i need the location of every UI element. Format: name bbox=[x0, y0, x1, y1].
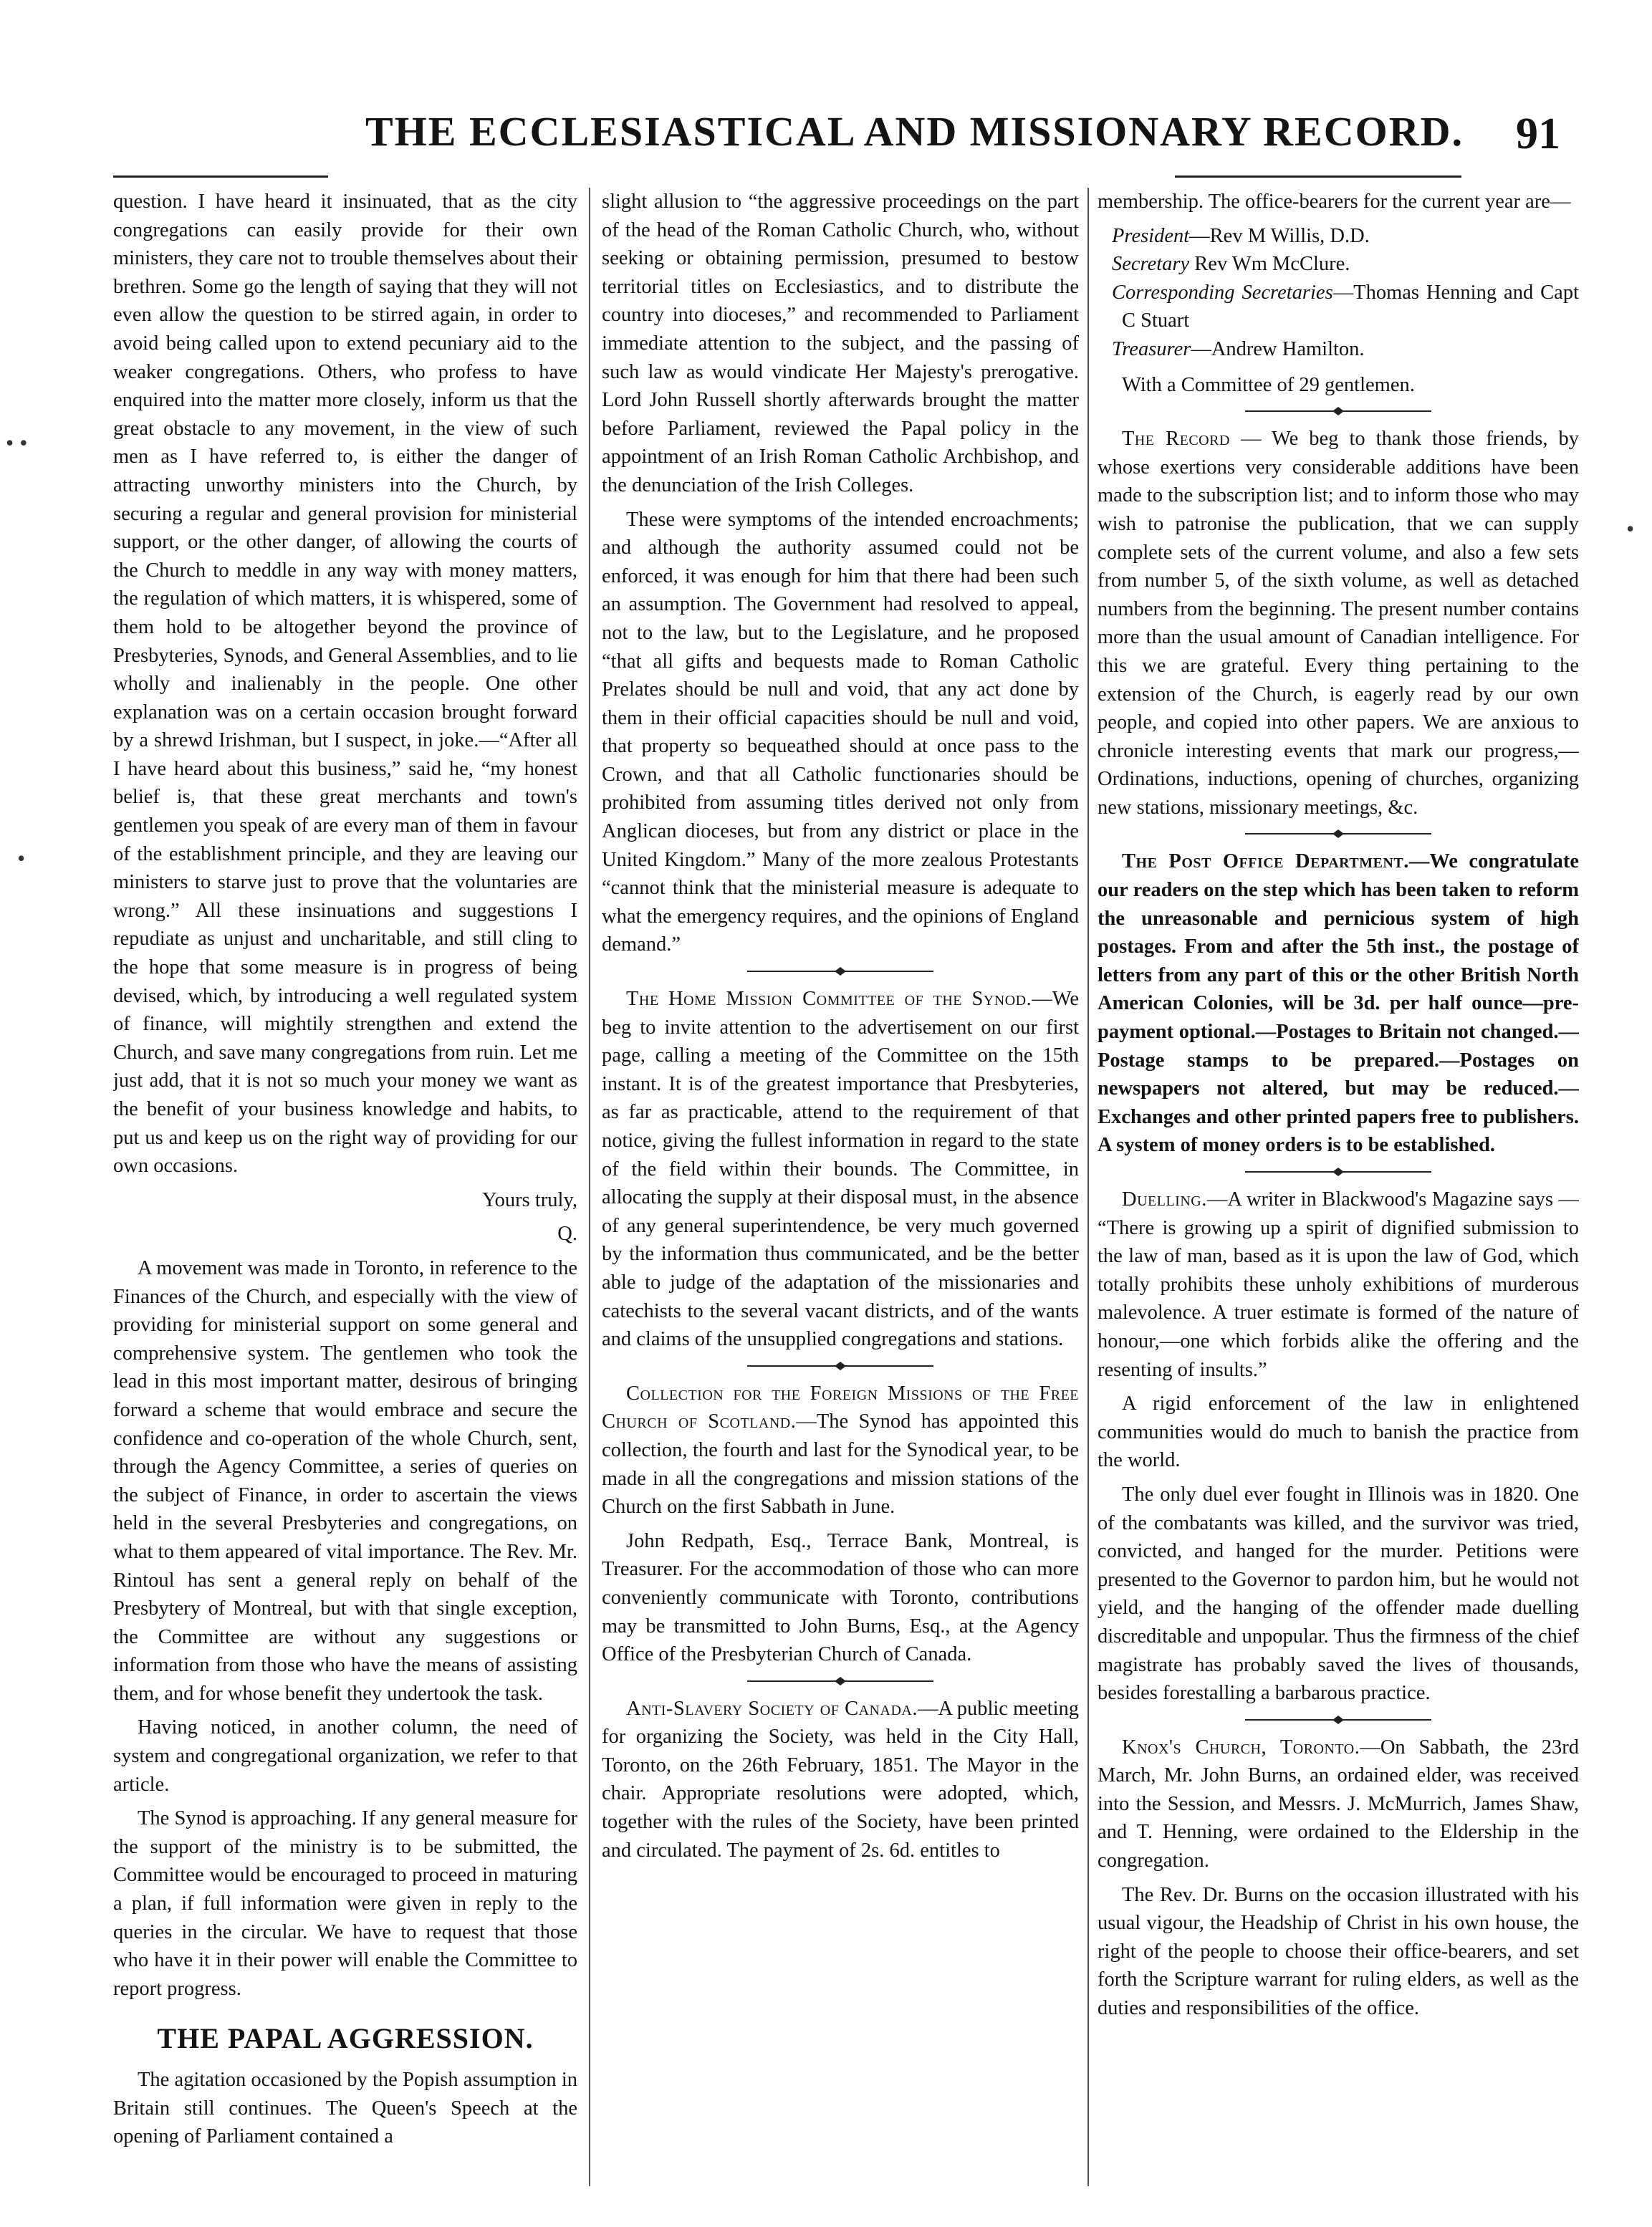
page-number: 91 bbox=[1516, 110, 1560, 158]
office-role: President bbox=[1112, 224, 1190, 247]
office-bearer-item bbox=[1098, 222, 1579, 251]
office-role: Corresponding Secretaries bbox=[1112, 281, 1333, 304]
article-paragraph bbox=[1098, 847, 1579, 1160]
section-divider-ornament bbox=[747, 966, 933, 976]
office-bearer-item bbox=[1098, 250, 1579, 279]
office-role: Secretary bbox=[1112, 253, 1190, 276]
article-paragraph bbox=[602, 985, 1079, 1354]
column-rule bbox=[1087, 188, 1089, 2186]
section-divider-ornament bbox=[1245, 829, 1431, 839]
article-paragraph: These were symptoms of the intended encroachments; and although the authority assumed could not be enforced, it was enough for him that there had been such an assumption. The Government had resolved to appeal, not to the law, but to the Legislature, and he proposed “that all gifts and bequests made to Roman Catholic Prelates should be null and void, that any act done by them in their official capacities should be null and void, that property so bequeathed should at once pass to the Crown, and that all Catholic functionaries should be prohibited from assuming titles derived not only from Anglican dioceses, but from any district or place in the United Kingdom.” Many of the more zealous Protestants “cannot think that the ministerial measure is adequate to what the emergency requires, and the opinions of England demand.” bbox=[602, 508, 1079, 956]
paragraph-body: — We beg to thank those friends, by whose exertions very considerable additions have been made to the subscription list; and to inform those who may wish to patronise the publication, that we can supply complete sets of the current volume, and also a few sets from number 5, of the sixth volume, as well as detached numbers from the beginning. The present number contains more than the usual amount of Canadian intelligence. For this we are grateful. Every thing pertaining to the extension of the Church, is eagerly read by our own people, and copied into other papers. We are anxious to chronicle interesting events that mark our progress,—Ordinations, inductions, opening of churches, organizing new stations, missionary meetings, &c. bbox=[1098, 428, 1579, 819]
article-paragraph bbox=[602, 1695, 1079, 1865]
section-divider-ornament bbox=[747, 1361, 933, 1371]
column-1 bbox=[113, 188, 577, 2186]
office-name: Rev Wm McClure. bbox=[1189, 253, 1350, 276]
article-paragraph: The only duel ever fought in Illinois was in 1820. One of the combatants was killed, and the survivor was tried, convicted, and hanged for the murder. Petitions were presented to the Governor to pardon him, but he would not yield, and the hanging of the offender made duelling discreditable and unpopular. Thus the firmness of the chief magistrate has probably saved the lives of thousands, besides forestalling a barbarous practice. bbox=[1098, 1483, 1579, 1705]
article-paragraph: John Redpath, Esq., Terrace Bank, Montreal, is Treasurer. For the accommodation of those who can more conveniently communicate with Toronto, contributions may be transmitted to John Burns, Esq., at the Agency Office of the Presbyterian Church of Canada. bbox=[602, 1529, 1079, 1666]
article-paragraph: The Rev. Dr. Burns on the occasion illustrated with his usual vigour, the Headship of Christ in his own house, the right of the people to choose their office-bearers, and set forth the Scripture warrant for ruling elders, as well as the duties and responsibilities of the office. bbox=[1098, 1883, 1579, 2020]
office-name: —Andrew Hamilton. bbox=[1191, 337, 1365, 360]
paragraph-body: —A public meeting for organizing the Society, was held in the City Hall, Toronto, on the 26th February, 1851. The Mayor in the chair. Appropriate resolutions were adopted, which, together with the rules of the Society, have been printed and circulated. The payment of 2s. 6d. entitles to bbox=[602, 1697, 1079, 1862]
article-paragraph bbox=[602, 1380, 1079, 1521]
paragraph-body: —The Synod has appointed this collection, the fourth and last for the Synodical year, to be made in all the congregations and mission stations of the Church on the first Sabbath in June. bbox=[602, 1410, 1079, 1519]
article-paragraph bbox=[1098, 1185, 1579, 1384]
office-role: Treasurer bbox=[1112, 337, 1191, 360]
article-paragraph: With a Committee of 29 gentlemen. bbox=[1122, 373, 1415, 396]
letter-signature: Q. bbox=[557, 1223, 577, 1246]
article-paragraph: slight allusion to “the aggressive proceedings on the part of the head of the Roman Catholic Church, who, without seeking or obtaining permission, presumed to bestow territorial titles on Ecclesiastics, and to distribute the country into dioceses,” and recommended to Parliament immediate attention to the subject, and the passing of such law as would vindicate Her Majesty's prerogative. Lord John Russell shortly afterwards brought the matter before Parliament, reviewed the Papal policy in the appointment of an Irish Roman Catholic Archbishop, and the denunciation of the Irish Colleges. bbox=[602, 191, 1079, 496]
column-2 bbox=[602, 188, 1079, 2186]
running-head bbox=[0, 107, 1652, 172]
section-divider-ornament bbox=[1245, 1167, 1431, 1177]
header-rule-right bbox=[1175, 175, 1461, 178]
margin-mark: • bbox=[17, 845, 26, 871]
paragraph-lead: The Post Office Department. bbox=[1122, 850, 1409, 873]
article-paragraph: The agitation occasioned by the Popish assumption in Britain still continues. The Queen's Speech at the opening of Parliament contained a bbox=[113, 2069, 577, 2148]
office-bearer-item bbox=[1098, 335, 1579, 364]
paragraph-lead: The Record bbox=[1122, 428, 1230, 451]
article-paragraph: A movement was made in Toronto, in reference to the Finances of the Church, and especially with the view of providing for ministerial support on some general and comprehensive system. The gentlemen who took the lead in this most important matter, desirous of bringing forward a scheme that would embrace and secure the confidence and co-operation of the whole Church, sent, through the Agency Committee, a series of queries on the subject of Finance, in order to ascertain the views held in the several Presbyteries and congregations, on what to them appeared of vital importance. The Rev. Mr. Rintoul has sent a general reply on behalf of the Presbytery of Montreal, but with that single exception, the Committee are without any suggestions or information from those who have the means of assisting them, and for whose benefit they undertook the task. bbox=[113, 1256, 577, 1705]
paragraph-body: —A writer in Blackwood's Magazine says — “There is growing up a spirit of dignified submission to the law of man, based as it is upon the law of God, which totally prohibits these unholy exhibitions of murderous malevolence. A truer estimate is formed of the nature of honour,—one which forbids alike the offering and the resenting of insults.” bbox=[1098, 1188, 1579, 1381]
article-paragraph bbox=[1098, 1733, 1579, 1875]
column-3 bbox=[1098, 188, 1579, 2186]
office-name: —Rev M Willis, D.D. bbox=[1189, 224, 1370, 247]
margin-mark: • • bbox=[6, 430, 28, 456]
section-heading: THE PAPAL AGGRESSION. bbox=[157, 2022, 534, 2055]
article-paragraph: A rigid enforcement of the law in enlightened communities would do much to banish the practice from the world. bbox=[1098, 1393, 1579, 1472]
office-bearers-list bbox=[1098, 222, 1579, 364]
article-paragraph: question. I have heard it insinuated, that as the city congregations can easily provide for their own ministers, they care not to trouble themselves about their brethren. Some go the length of saying that they will not even allow the question to be stirred again, in order to avoid being called upon to extend pecuniary aid to the weaker congregations. Others, who profess to have enquired into the matter more closely, inform us that the great obstacle to any movement, in the view of such men as I have referred to, is either the danger of attracting unworthy ministers into the Church, by securing a regular and general provision for ministerial support, or the other danger, of allowing the courts of the Church to meddle in any way with money matters, the regulation of which matters, it is whispered, some of them hold to be altogether beyond the province of Presbyteries, Synods, and General Assemblies, and to lie wholly and inalienably in the people. One other explanation was on a certain occasion brought forward by a shrewd Irishman, but I suspect, in joke.—“After all I have heard about this business,” said he, “my honest belief is, that these great merchants and town's gentlemen you speak of are every man of them in favour of the establishment principle, and they are leaving our ministers to starve just to prove that the voluntaries are wrong.” All these insinuations and suggestions I repudiate as unjust and uncharitable, and still cling to the hope that some measure is in progress of being devised, which, by introducing a well regulated system of finance, will mightily strengthen and extend the Church, and save many congregations from ruin. Let me just add, that it is not so much your money we want as the benefit of your business knowledge and habits, to put us and keep us on the right way of providing for our own occasions. bbox=[113, 191, 577, 1178]
header-rule-left bbox=[113, 175, 328, 178]
letter-closing: Yours truly, bbox=[481, 1188, 577, 1211]
page-title: THE ECCLESIASTICAL AND MISSIONARY RECORD. bbox=[365, 108, 1464, 155]
paragraph-lead: Collection for the Foreign Missions of the Free Church of Scotland. bbox=[602, 1382, 1079, 1433]
article-paragraph: The Synod is approaching. If any general measure for the support of the ministry is to be submitted, the Committee would be encouraged to proceed in maturing a plan, if full information were given in reply to the queries in the circular. We have to request that those who have it in their power will enable the Committee to report progress. bbox=[113, 1807, 577, 2000]
paragraph-lead: Knox's Church, Toronto. bbox=[1122, 1736, 1360, 1759]
paragraph-body: —On Sabbath, the 23rd March, Mr. John Burns, an ordained elder, was received into the Session, and Messrs. J. McMurrich, James Shaw, and T. Henning, were ordained to the Eldership in the congregation. bbox=[1098, 1736, 1579, 1872]
article-paragraph: membership. The office-bearers for the current year are— bbox=[1098, 191, 1571, 213]
article-paragraph: Having noticed, in another column, the need of system and congregational organization, we refer to that article. bbox=[113, 1716, 577, 1796]
paragraph-lead: Duelling. bbox=[1122, 1188, 1207, 1211]
column-rule bbox=[589, 188, 590, 2186]
section-divider-ornament bbox=[1245, 406, 1431, 416]
section-divider-ornament bbox=[1245, 1715, 1431, 1725]
office-name: —Thomas Henning and Capt C Stuart bbox=[1122, 281, 1579, 332]
paragraph-lead: Anti-Slavery Society of Canada. bbox=[626, 1697, 918, 1720]
office-bearer-item bbox=[1098, 279, 1579, 335]
article-paragraph bbox=[1098, 425, 1579, 822]
paragraph-body: —We congratulate our readers on the step which has been taken to reform the unreasonable and pernicious system of high postages. From and after the 5th inst., the postage of letters from any part of this or the other British North American Colonies, will be 3d. per half ounce—pre-payment optional.—Postages to Britain not changed.—Postage stamps to be prepared.—Postages on newspapers not altered, but may be reduced.—Exchanges and other printed papers free to publishers. A system of money orders is to be established. bbox=[1098, 850, 1579, 1157]
paragraph-body: —We beg to invite attention to the advertisement on our first page, calling a meeting of the Committee on the 15th instant. It is of the greatest importance that Presbyteries, as far as practicable, attend to the requirement of that notice, giving the fullest information in regard to the state of the field within their bounds. The Committee, in allocating the supply at their disposal must, in the absence of any general superintendence, be very much governed by the information thus communicated, and be the better able to judge of the adaptation of the missionaries and catechists to the several vacant districts, and of the wants and claims of the unsupplied congregations and stations. bbox=[602, 988, 1079, 1351]
margin-mark: • bbox=[1626, 516, 1635, 542]
section-divider-ornament bbox=[747, 1676, 933, 1686]
paragraph-lead: The Home Mission Committee of the Synod. bbox=[626, 988, 1032, 1011]
